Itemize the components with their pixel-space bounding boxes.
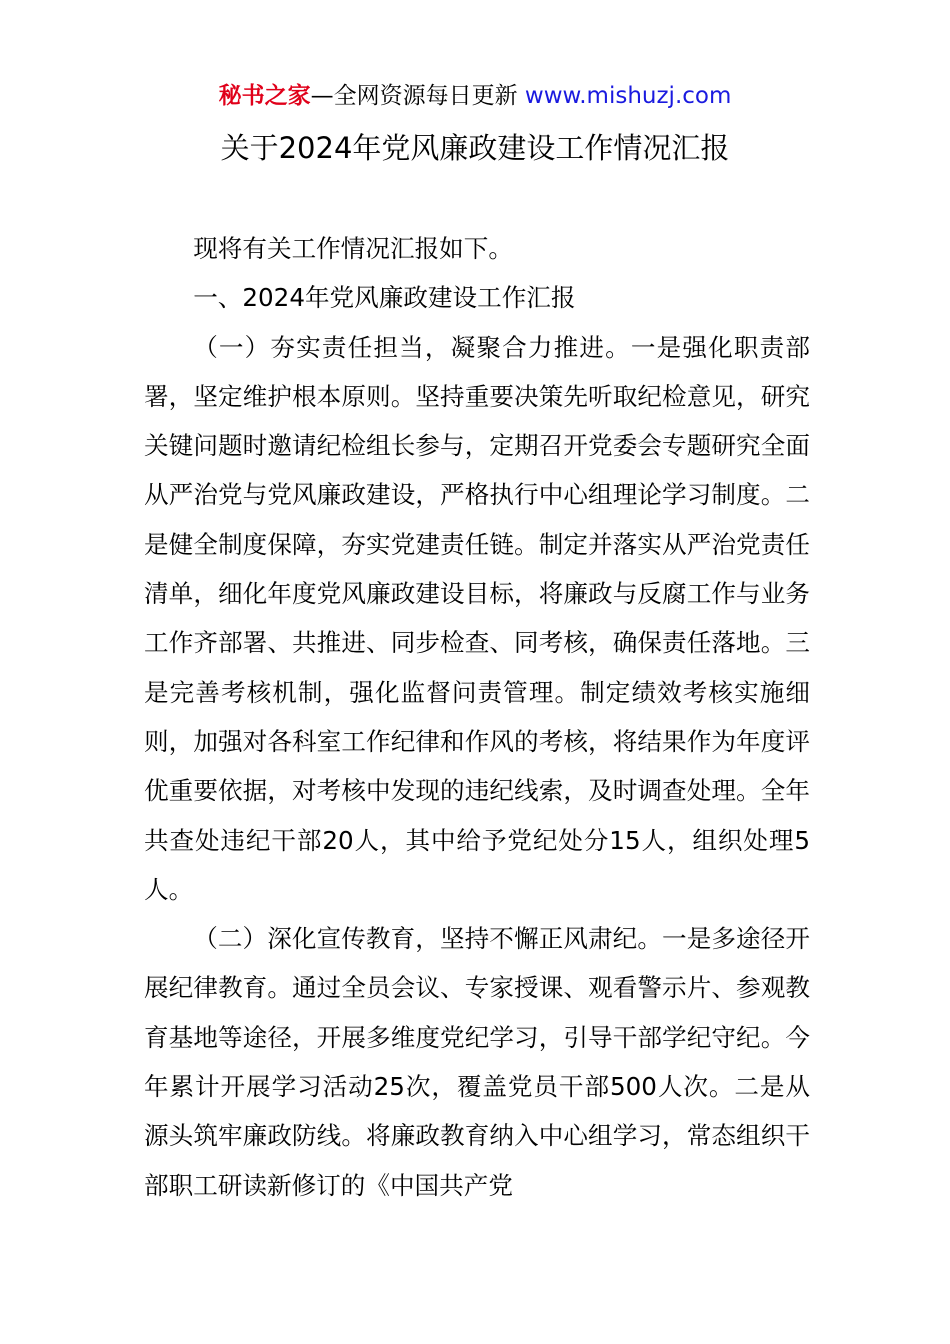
body-paragraph: （二）深化宣传教育，坚持不懈正风肃纪。一是多途径开展纪律教育。通过全员会议、专家授课、观看警示片、参观教育基地等途径，开展多维度党纪学习，引导干部学纪守纪。今年累计开展学习活动25次，覆盖党员干部500人次。二是从源头筑牢廉政防线。将廉政教育纳入中心组学习，常态组织干部职工研读新修订的《中国共产党 bbox=[144, 924, 810, 1200]
site-url-link[interactable]: www.mishuzj.com bbox=[524, 83, 732, 109]
site-banner bbox=[0, 80, 950, 112]
document-title: 关于2024年党风廉政建设工作情况汇报 bbox=[220, 131, 730, 165]
brand-name: 秘书之家 bbox=[218, 83, 311, 109]
body-paragraph: （一）夯实责任担当，凝聚合力推进。一是强化职责部署，坚定维护根本原则。坚持重要决策先听取纪检意见，研究关键问题时邀请纪检组长参与，定期召开党委会专题研究全面从严治党与党风廉政建设，严格执行中心组理论学习制度。二是健全制度保障，夯实党建责任链。制定并落实从严治党责任清单，细化年度党风廉政建设目标，将廉政与反腐工作与业务工作齐部署、共推进、同步检查、同考核，确保责任落地。三是完善考核机制，强化监督问责管理。制定绩效考核实施细则，加强对各科室工作纪律和作风的考核，将结果作为年度评优重要依据，对考核中发现的违纪线索，及时调查处理。全年共查处违纪干部20人，其中给予党纪处分15人，组织处理5人。 bbox=[144, 332, 810, 904]
document-body bbox=[144, 224, 810, 1210]
intro-paragraph: 现将有关工作情况汇报如下。 bbox=[193, 234, 513, 263]
section-heading: 一、2024年党风廉政建设工作汇报 bbox=[193, 283, 576, 313]
banner-tagline: —全网资源每日更新 bbox=[310, 83, 518, 109]
